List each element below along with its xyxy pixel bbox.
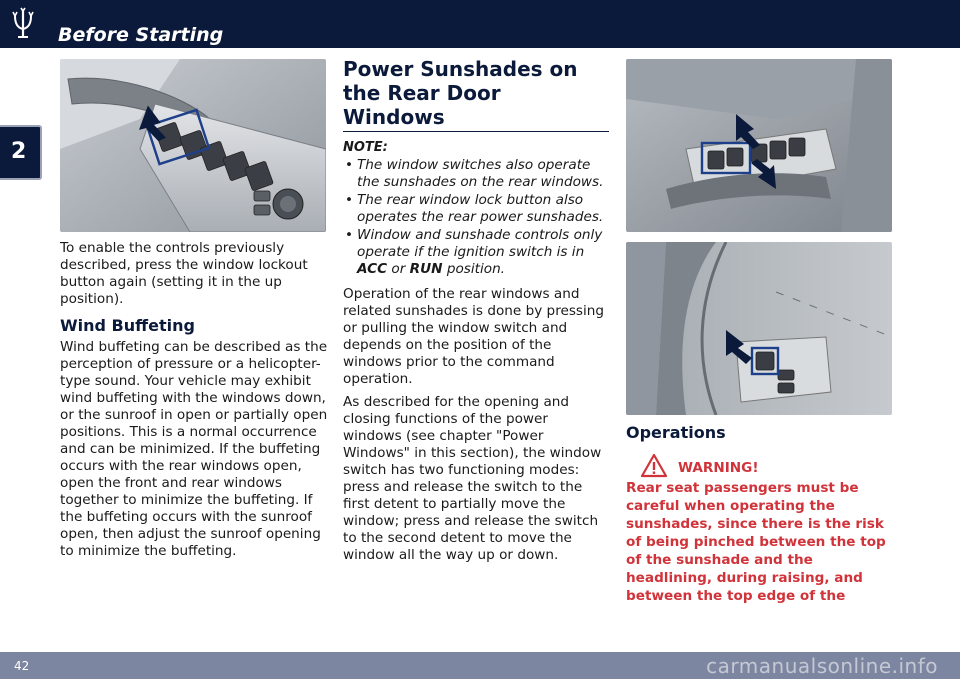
chapter-number: 2	[11, 139, 27, 164]
note-item	[343, 227, 609, 278]
modes-paragraph: As described for the opening and closing functions of the power windows (see chapter "Power Windows" in this section), the window switch has two functioning modes: press and release the switch to the first detent to partially move the window; press and release the switch to the second detent to move the window all the way up or down.	[343, 394, 602, 563]
acc-term: ACC	[357, 261, 388, 277]
note-item: • The window switches also operate the sunshades on the rear windows.	[343, 157, 609, 191]
note-list	[343, 157, 609, 278]
wind-buffeting-heading: Wind Buffeting	[60, 316, 195, 335]
operations-heading: Operations	[626, 423, 726, 442]
note-item: • The rear window lock button also operates the rear power sunshades.	[343, 192, 609, 226]
note-text: Window and sunshade controls only operate if the ignition switch is in	[357, 227, 603, 260]
page-footer	[0, 652, 960, 679]
page-header	[0, 0, 960, 48]
header-title: Before Starting	[58, 24, 224, 46]
trident-logo-icon	[6, 7, 40, 41]
warning-header	[626, 453, 892, 478]
operation-paragraph: Operation of the rear windows and related sunshades is done by pressing or pulling the window switch and depends on the position of the windows prior to the command operation.	[343, 286, 605, 387]
watermark: carmanualsonline.info	[706, 654, 938, 678]
wind-buffeting-body: Wind buffeting can be described as the perception of pressure or a helicopter-type sound. Your vehicle may exhibit wind buffeting with the windows down, or the sunroof in open or partially open positions. This is a normal occurrence and can be minimized. If the buffeting occurs with the rear windows open, open the front and rear windows together to minimize the buffeting. If the buffeting occurs with the sunroof open, then adjust the sunroof opening to minimize the buffeting.	[60, 339, 328, 559]
warning-triangle-icon	[640, 453, 668, 478]
rear-switch-panel-image	[626, 59, 892, 232]
run-term: RUN	[409, 261, 443, 277]
middle-column	[343, 57, 609, 570]
rear-door-panel-image	[626, 242, 892, 415]
note-text: position.	[442, 261, 506, 277]
sunshades-heading: Power Sunshades on the Rear Door Windows	[343, 57, 609, 132]
lockout-intro-text: To enable the controls previously described, press the window lockout button again (setting it in the up position).	[60, 240, 308, 307]
right-column	[626, 423, 892, 611]
page-number: 42	[14, 659, 30, 673]
note-text: or	[387, 261, 410, 277]
warning-title: WARNING!	[678, 460, 759, 476]
door-switch-panel-image	[60, 59, 326, 232]
warning-text: Rear seat passengers must be careful when operating the sunshades, since there is the risk of being pinched between the top of the sunshade and the headlining, during raising, and between the top edge of the	[626, 480, 886, 604]
note-label: NOTE:	[343, 140, 388, 155]
chapter-tab	[0, 125, 42, 180]
left-column	[60, 240, 328, 566]
